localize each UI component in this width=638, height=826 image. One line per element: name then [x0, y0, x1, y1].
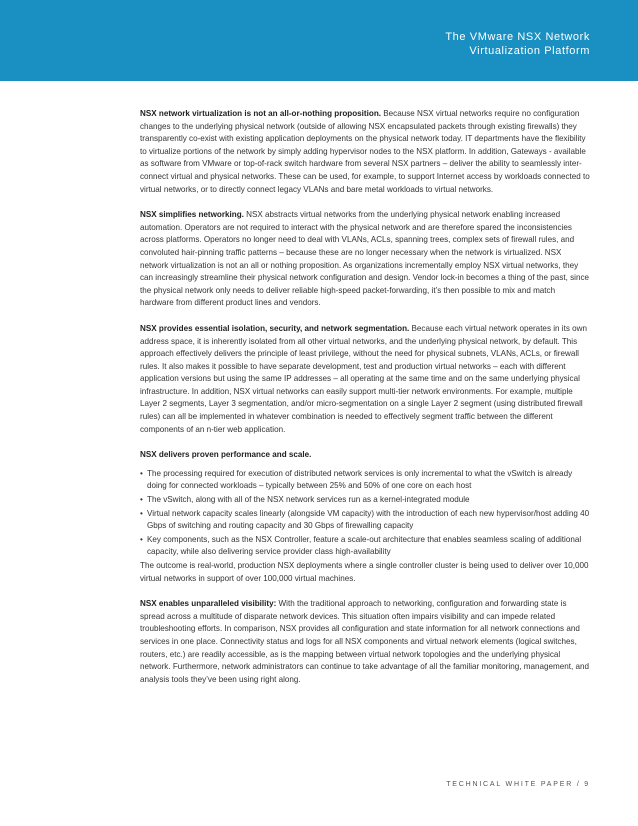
section-simplifies: [140, 209, 590, 310]
page-footer: TECHNICAL WHITE PAPER / 9: [446, 781, 590, 788]
bullet-text: Key components, such as the NSX Controller, feature a scale-out architecture that enables seamless scaling of additional capacity, while also delivering service provider class high-availability: [147, 534, 582, 557]
section-lead: NSX simplifies networking.: [140, 210, 244, 220]
bullet-text: The processing required for execution of distributed network services is only incremental to what the vSwitch is already doing for connected workloads – typically between 25% and 50% of one core on each host: [147, 468, 573, 491]
bullet-text: The vSwitch, along with all of the NSX network services run as a kernel-integrated module: [147, 495, 470, 505]
bullet-text: Virtual network capacity scales linearly (alongside VM capacity) with the introduction of each new hypervisor/host adding 40 Gbps of switching and routing capacity and 30 Gbps of firewalling capacity: [147, 508, 590, 531]
title-line-1: The VMware NSX Network: [445, 31, 590, 43]
performance-heading: NSX delivers proven performance and scale.: [140, 450, 312, 460]
section-body: Because NSX virtual networks require no configuration changes to the underlying physical network (outside of allowing NSX encapsulated packets through existing firewalls) they transparently co-exist with existing application deployments on the physical network today. IT departments have the flexibility to virtualize portions of the network by simply adding hypervisor nodes to the NSX platform. In addition, Gateways - available as software from VMware or top-of-rack switch hardware from several NSX partners – deliver the ability to seamlessly inter-connect virtual and physical networks. These can be used, for example, to support Internet access by workloads connected to virtual networks, or to directly connect legacy VLANs and bare metal workloads to virtual networks.: [140, 109, 590, 194]
section-isolation: [140, 323, 590, 436]
section-body: Because each virtual network operates in its own address space, it is inherently isolated from all other virtual networks, and the underlying physical network, by default. This approach effectively delivers the principle of least privilege, without the need for physical subnets, VLANs, ACLs, or firewall rules. It also makes it possible to have separate development, test and production virtual networks – each with different application versions but using the same IP addresses – all operating at the same time and on the same underlying physical infrastructure. In addition, NSX virtual networks can easily support multi-tier network environments. For example, multiple Layer 2 segments, Layer 3 segmentation, and/or micro-segmentation on a single Layer 2 segment (using distributed firewall rules) can all be implemented in whatever combination is needed to effectively segment traffic between the different components of an n-tier web application.: [140, 323, 587, 434]
performance-bullet-list: [140, 468, 590, 559]
section-body: With the traditional approach to networking, configuration and forwarding state is spread across a multitude of disparate network devices. This situation often impairs visibility and can impede related troubleshooting efforts. In comparison, NSX provides all configuration and state information for all network connections and services in one place. Connectivity status and logs for all NSX components and virtual network elements (logical switches, routers, etc.) are readily accessible, as is the mapping between virtual network topologies and the underlying physical network. Furthermore, network administrators can continue to take advantage of all the familiar monitoring, management, and analysis tools they’ve been using right along.: [140, 599, 589, 684]
section-body: NSX abstracts virtual networks from the underlying physical network enabling increased automation. Operators are not required to interact with the physical network and are therefore spared the inconsistencies across platforms. Operators no longer need to deal with VLANs, ACLs, spanning trees, complex sets of firewall rules, and convoluted hair-pinning traffic patterns – because these are no longer necessary when the network is virtualized. NSX network virtualization is not an all or nothing proposition. As organizations incrementally employ NSX virtual networks, they can increasingly streamline their physical network configuration and design. Vendor lock-in becomes a thing of the past, since the physical network only needs to deliver reliable high-speed packet-forwarding, it’s then possible to mix and match hardware from different product lines and vendors.: [140, 210, 590, 308]
body-content: [140, 108, 590, 699]
section-lead: NSX enables unparalleled visibility:: [140, 599, 277, 609]
bullet-icon: •: [140, 495, 143, 505]
bullet-item: [140, 534, 590, 559]
bullet-item: [140, 494, 590, 507]
section-visibility: [140, 598, 590, 686]
document-title: [445, 30, 590, 58]
bullet-icon: •: [140, 468, 143, 478]
section-lead: NSX provides essential isolation, security, and network segmentation.: [140, 323, 410, 333]
title-line-2: Virtualization Platform: [469, 45, 590, 57]
bullet-icon: •: [140, 508, 143, 518]
bullet-item: [140, 468, 590, 493]
bullet-icon: •: [140, 534, 143, 544]
bullet-item: [140, 508, 590, 533]
section-lead: NSX network virtualization is not an all-or-nothing proposition.: [140, 109, 382, 118]
section-all-or-nothing: [140, 108, 590, 196]
performance-outcome: The outcome is real-world, production NSX deployments where a single controller cluster is being used to deliver over 10,000 virtual networks in support of over 100,000 virtual machines.: [140, 561, 589, 583]
